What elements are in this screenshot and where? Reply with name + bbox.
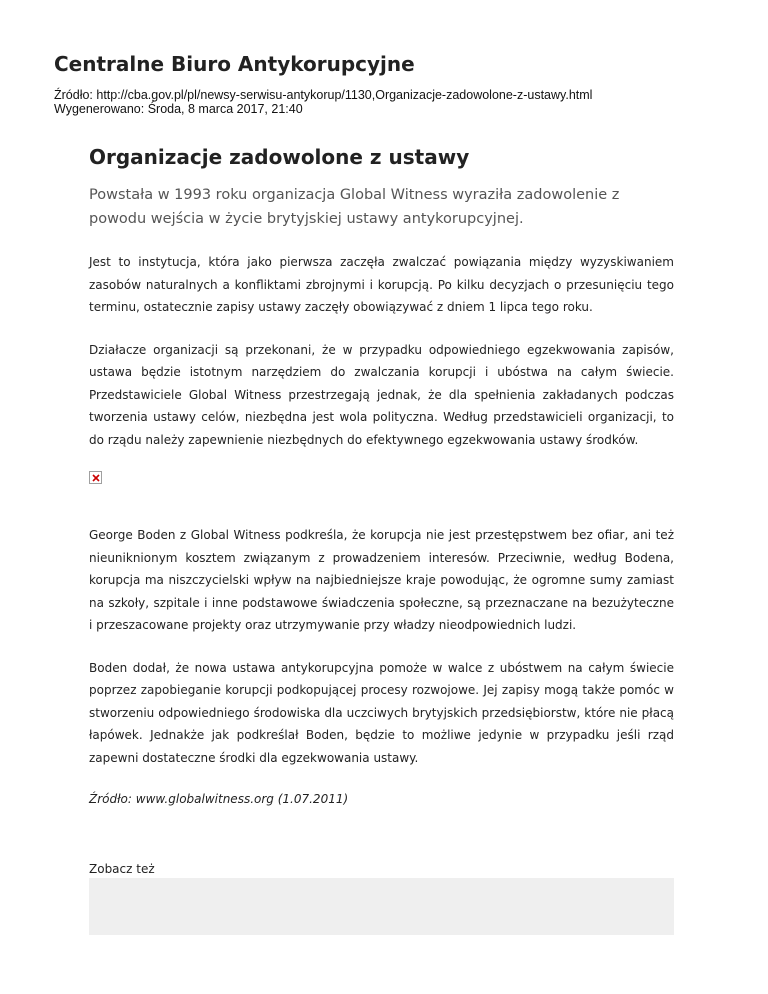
footer-box bbox=[89, 878, 674, 935]
document-meta bbox=[54, 88, 592, 116]
broken-image-icon bbox=[89, 471, 102, 484]
article-lead: Powstała w 1993 roku organizacja Global Witness wyraziła zadowolenie z powodu wejścia w życie brytyjskiej ustawy antykorupcyjnej. bbox=[89, 187, 620, 227]
article-paragraph-1: Jest to instytucja, która jako pierwsza zaczęła zwalczać powiązania między wyzyskiwaniem zasobów naturalnych a konfliktami zbrojnymi i korupcją. Po kilku decyzjach o przesunięciu tego terminu, ostatecznie zapisy ustawy zaczęły obowiązywać z dniem 1 lipca tego roku. bbox=[89, 255, 674, 314]
source-url-line: Źródło: http://cba.gov.pl/pl/newsy-serwisu-antykorup/1130,Organizacje-zadowolone-z-ustawy.html bbox=[54, 88, 593, 102]
article-paragraph-2: Działacze organizacji są przekonani, że w przypadku odpowiedniego egzekwowania zapisów, ustawa będzie istotnym narzędziem do zwalczania korupcji i ubóstwa na całym świecie. Przedstawiciele Global Witness przestrzegają jednak, że dla spełnienia zakładanych podczas tworzenia ustawy celów, niezbędna jest wola polityczna. Według przedstawicieli organizacji, to do rządu należy zapewnienie niezbędnych do efektywnego egzekwowania ustawy środków. bbox=[89, 342, 674, 447]
source-note: Źródło: www.globalwitness.org (1.07.2011) bbox=[89, 792, 349, 806]
article bbox=[89, 143, 674, 921]
article-paragraph-3: George Boden z Global Witness podkreśla, że korupcja nie jest przestępstwem bez ofiar, ani też nieuniknionym kosztem związanym z prowadzeniem interesów. Przeciwnie, według Bodena, korupcja ma niszczycielski wpływ na najbiedniejsze kraje powodując, że ogromne sumy zamiast na szkoły, szpitale i inne podstawowe świadczenia społeczne, są przeznaczane na bezużyteczne i przeszacowane projekty oraz utrzymywanie przy władzy nieodpowiednich ludzi. bbox=[89, 528, 674, 632]
generated-date-line: Wygenerowano: Środa, 8 marca 2017, 21:40 bbox=[54, 102, 303, 116]
site-title: Centralne Biuro Antykorupcyjne bbox=[54, 52, 415, 76]
article-title: Organizacje zadowolone z ustawy bbox=[89, 145, 470, 169]
article-paragraph-4: Boden dodał, że nowa ustawa antykorupcyjna pomoże w walce z ubóstwem na całym świecie poprzez zapobieganie korupcji podkopującej procesy rozwojowe. Jej zapisy mogą także pomóc w stworzeniu odpowiedniego środowiska dla uczciwych brytyjskich przedsiębiorstw, które nie płacą łapówek. Jednakże jak podkreślał Boden, będzie to możliwe jedynie w przypadku jeśli rząd zapewni dostateczne środki dla egzekwowania ustawy. bbox=[89, 660, 674, 765]
see-also-label: Zobacz też bbox=[89, 862, 155, 876]
